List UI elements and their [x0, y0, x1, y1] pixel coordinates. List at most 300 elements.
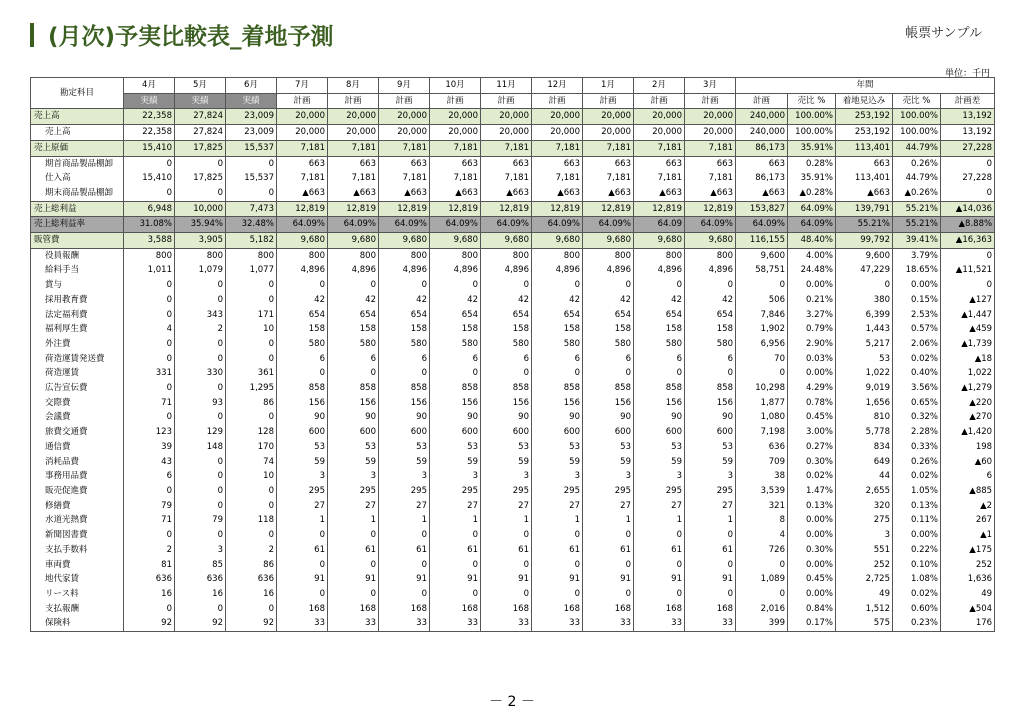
table-cell: 0 [124, 528, 175, 543]
table-cell: 0 [685, 366, 736, 381]
row-label: 期末商品製品棚卸 [31, 186, 124, 201]
table-row [31, 528, 995, 543]
table-cell: 13,192 [941, 125, 995, 141]
table-cell: 90 [634, 410, 685, 425]
row-label: 水道光熱費 [31, 513, 124, 528]
table-cell: 198 [941, 440, 995, 455]
table-cell: 0 [430, 528, 481, 543]
table-cell: 64.09% [532, 217, 583, 233]
table-cell: 42 [481, 293, 532, 308]
table-cell: ▲1,739 [941, 337, 995, 352]
table-cell: 0 [277, 528, 328, 543]
table-cell: 92 [226, 616, 277, 631]
table-row [31, 337, 995, 352]
table-cell: 15,537 [226, 140, 277, 156]
table-cell: 100.00% [788, 109, 836, 125]
table-cell: 47,229 [836, 263, 893, 278]
row-label: 会議費 [31, 410, 124, 425]
table-cell: 12,819 [379, 201, 430, 217]
table-cell: 253,192 [836, 125, 893, 141]
table-row [31, 140, 995, 156]
table-cell: 64.09% [788, 217, 836, 233]
table-cell: 9,680 [685, 233, 736, 249]
table-cell: ▲663 [379, 186, 430, 201]
table-row [31, 513, 995, 528]
table-cell: 0 [836, 278, 893, 293]
row-label: 事務用品費 [31, 469, 124, 484]
table-cell: 35.94% [175, 217, 226, 233]
table-cell: 27 [379, 499, 430, 514]
table-cell: 0.32% [893, 410, 941, 425]
table-cell: 7,181 [430, 140, 481, 156]
table-cell: 6 [685, 352, 736, 367]
table-cell: 1 [685, 513, 736, 528]
table-row [31, 109, 995, 125]
table-cell: 53 [277, 440, 328, 455]
table-cell: 0.11% [893, 513, 941, 528]
table-cell: 0.00% [788, 587, 836, 602]
table-cell: 0 [481, 528, 532, 543]
table-cell: ▲663 [532, 186, 583, 201]
table-cell: 53 [481, 440, 532, 455]
table-cell: 27 [532, 499, 583, 514]
table-cell: 1,656 [836, 396, 893, 411]
table-cell: 42 [532, 293, 583, 308]
table-cell: 59 [277, 455, 328, 470]
table-cell: 0 [226, 602, 277, 617]
table-cell: 12,819 [532, 201, 583, 217]
table-cell: 3,539 [736, 484, 788, 499]
table-cell: 100.00% [788, 125, 836, 141]
table-cell: ▲1,447 [941, 308, 995, 323]
table-cell: 64.09% [481, 217, 532, 233]
table-cell: 0 [634, 366, 685, 381]
table-cell: 35.91% [788, 171, 836, 186]
table-cell: 0.45% [788, 410, 836, 425]
table-row [31, 352, 995, 367]
table-cell: 0.22% [893, 543, 941, 558]
table-cell: 0 [379, 366, 430, 381]
table-cell: 22,358 [124, 109, 175, 125]
row-label: 法定福利費 [31, 308, 124, 323]
table-cell: 295 [379, 484, 430, 499]
table-cell: 2,016 [736, 602, 788, 617]
table-cell: 0.02% [893, 469, 941, 484]
table-cell: 168 [583, 602, 634, 617]
table-cell: 7,473 [226, 201, 277, 217]
table-cell: 20,000 [379, 109, 430, 125]
table-cell: 3 [430, 469, 481, 484]
table-cell: 20,000 [481, 109, 532, 125]
table-cell: 0.00% [788, 528, 836, 543]
table-row [31, 425, 995, 440]
table-cell: ▲885 [941, 484, 995, 499]
table-cell: 33 [379, 616, 430, 631]
row-label: 期首商品製品棚卸 [31, 156, 124, 171]
header-month: 5月 [175, 78, 226, 94]
table-cell: 3.56% [893, 381, 941, 396]
table-cell: 27,824 [175, 109, 226, 125]
table-cell: 42 [634, 293, 685, 308]
table-cell: 2.90% [788, 337, 836, 352]
table-cell: 654 [685, 308, 736, 323]
table-cell: 0 [379, 278, 430, 293]
table-cell: 1,079 [175, 263, 226, 278]
table-cell: 0 [175, 484, 226, 499]
table-cell: 158 [430, 322, 481, 337]
table-cell: 0 [124, 337, 175, 352]
table-cell: 380 [836, 293, 893, 308]
table-cell: ▲663 [481, 186, 532, 201]
table-cell: 3.00% [788, 425, 836, 440]
table-cell: 22,358 [124, 125, 175, 141]
table-cell: 0 [175, 410, 226, 425]
table-cell: 168 [430, 602, 481, 617]
header-type-plan: 計画 [430, 93, 481, 109]
table-cell: 0.30% [788, 543, 836, 558]
table-cell: 1,022 [941, 366, 995, 381]
table-cell: 27 [583, 499, 634, 514]
table-cell: 128 [226, 425, 277, 440]
table-cell: ▲8.88% [941, 217, 995, 233]
table-cell: 7,181 [532, 171, 583, 186]
table-cell: 158 [328, 322, 379, 337]
table-cell: 3 [634, 469, 685, 484]
table-cell: 3 [836, 528, 893, 543]
table-cell: 1,089 [736, 572, 788, 587]
table-cell: 295 [685, 484, 736, 499]
table-cell: 0.00% [788, 278, 836, 293]
table-cell: 0.13% [893, 499, 941, 514]
table-cell: 275 [836, 513, 893, 528]
table-cell: 10,000 [175, 201, 226, 217]
header-type-actual: 実績 [124, 93, 175, 109]
row-label: 消耗品費 [31, 455, 124, 470]
header-annual-plan: 計画 [736, 93, 788, 109]
table-cell: 1.08% [893, 572, 941, 587]
table-cell: 32.48% [226, 217, 277, 233]
row-label: 売上高 [31, 109, 124, 125]
header-type-actual: 実績 [226, 93, 277, 109]
table-row [31, 572, 995, 587]
table-cell: 7,181 [277, 140, 328, 156]
table-cell: 295 [430, 484, 481, 499]
table-cell: 42 [685, 293, 736, 308]
table-cell: 20,000 [328, 125, 379, 141]
row-label: 売上高 [31, 125, 124, 141]
header-annual-plan-ratio: 売比 % [788, 93, 836, 109]
table-cell: 158 [583, 322, 634, 337]
table-cell: 7,181 [481, 171, 532, 186]
table-cell: 86 [226, 396, 277, 411]
row-label: 荷造運賃 [31, 366, 124, 381]
table-cell: 810 [836, 410, 893, 425]
table-cell: 0.79% [788, 322, 836, 337]
header-type-plan: 計画 [328, 93, 379, 109]
table-cell: 663 [328, 156, 379, 171]
table-cell: 0 [532, 587, 583, 602]
table-cell: 81 [124, 558, 175, 573]
table-cell: 9,680 [532, 233, 583, 249]
table-cell: 8 [736, 513, 788, 528]
table-cell: 23,009 [226, 125, 277, 141]
table-cell: 1,636 [941, 572, 995, 587]
table-cell: 0 [124, 308, 175, 323]
table-cell: 636 [226, 572, 277, 587]
table-cell: 1 [379, 513, 430, 528]
table-cell: 55.21% [893, 217, 941, 233]
table-cell: 91 [379, 572, 430, 587]
table-cell: 10,298 [736, 381, 788, 396]
table-cell: 18.65% [893, 263, 941, 278]
table-cell: 654 [532, 308, 583, 323]
table-cell: 156 [532, 396, 583, 411]
table-cell: 654 [277, 308, 328, 323]
table-cell: 1,022 [836, 366, 893, 381]
table-cell: 139,791 [836, 201, 893, 217]
table-cell: 158 [379, 322, 430, 337]
table-cell: 0 [175, 156, 226, 171]
table-cell: 0 [634, 278, 685, 293]
table-cell: 5,778 [836, 425, 893, 440]
table-cell: 9,680 [379, 233, 430, 249]
table-cell: 600 [685, 425, 736, 440]
table-cell: 0.00% [788, 513, 836, 528]
table-cell: 295 [328, 484, 379, 499]
table-cell: 0 [430, 558, 481, 573]
table-cell: 0 [328, 587, 379, 602]
table-row [31, 543, 995, 558]
table-cell: 20,000 [379, 125, 430, 141]
table-cell: ▲18 [941, 352, 995, 367]
table-cell: 0.26% [893, 455, 941, 470]
table-cell: 64.09% [736, 217, 788, 233]
table-row [31, 293, 995, 308]
table-cell: 42 [430, 293, 481, 308]
header-month: 1月 [583, 78, 634, 94]
table-cell: 6 [277, 352, 328, 367]
row-label: 通信費 [31, 440, 124, 455]
table-cell: 3 [277, 469, 328, 484]
table-row [31, 455, 995, 470]
table-cell: 800 [124, 248, 175, 263]
table-cell: 1,080 [736, 410, 788, 425]
table-cell: 6,948 [124, 201, 175, 217]
table-cell: 0.65% [893, 396, 941, 411]
header-month: 8月 [328, 78, 379, 94]
table-cell: 800 [328, 248, 379, 263]
table-cell: 148 [175, 440, 226, 455]
table-cell: 858 [481, 381, 532, 396]
table-cell: ▲504 [941, 602, 995, 617]
table-cell: 90 [532, 410, 583, 425]
table-cell: 64.09% [328, 217, 379, 233]
table-cell: 176 [941, 616, 995, 631]
page-title: (月次)予実比較表_着地予測 [48, 24, 334, 50]
table-cell: 64.09% [685, 217, 736, 233]
table-cell: 91 [634, 572, 685, 587]
table-cell: 0 [481, 558, 532, 573]
table-cell: 295 [532, 484, 583, 499]
table-cell: 71 [124, 513, 175, 528]
table-cell: 6 [124, 469, 175, 484]
table-cell: 53 [583, 440, 634, 455]
table-cell: 0 [583, 587, 634, 602]
table-cell: ▲1,420 [941, 425, 995, 440]
table-cell: ▲16,363 [941, 233, 995, 249]
table-cell: 800 [481, 248, 532, 263]
table-cell: 0 [481, 278, 532, 293]
table-cell: 16 [226, 587, 277, 602]
table-cell: 90 [379, 410, 430, 425]
table-cell: 7,181 [481, 140, 532, 156]
table-cell: 0 [124, 484, 175, 499]
table-cell: 53 [328, 440, 379, 455]
table-cell: 0.00% [788, 558, 836, 573]
table-cell: 123 [124, 425, 175, 440]
table-row [31, 156, 995, 171]
table-row [31, 381, 995, 396]
table-cell: 600 [481, 425, 532, 440]
table-row [31, 469, 995, 484]
table-cell: 9,680 [583, 233, 634, 249]
table-cell: 53 [836, 352, 893, 367]
table-cell: 20,000 [277, 109, 328, 125]
table-cell: 20,000 [328, 109, 379, 125]
table-cell: 9,680 [328, 233, 379, 249]
table-cell: 0.17% [788, 616, 836, 631]
table-cell: 3 [532, 469, 583, 484]
table-cell: 74 [226, 455, 277, 470]
table-row [31, 616, 995, 631]
table-cell: 3 [379, 469, 430, 484]
table-cell: 91 [685, 572, 736, 587]
table-row [31, 278, 995, 293]
table-cell: 61 [277, 543, 328, 558]
row-label: 旅費交通費 [31, 425, 124, 440]
row-label: 車両費 [31, 558, 124, 573]
table-cell: 53 [634, 440, 685, 455]
table-cell: 0 [277, 366, 328, 381]
table-cell: 27 [481, 499, 532, 514]
table-cell: 42 [328, 293, 379, 308]
table-cell: 0 [328, 558, 379, 573]
table-cell: 42 [583, 293, 634, 308]
table-cell: 0.78% [788, 396, 836, 411]
header-month: 10月 [430, 78, 481, 94]
table-row [31, 171, 995, 186]
table-cell: ▲663 [277, 186, 328, 201]
table-cell: 9,680 [277, 233, 328, 249]
table-cell: 42 [277, 293, 328, 308]
table-cell: 116,155 [736, 233, 788, 249]
row-label: 修繕費 [31, 499, 124, 514]
table-cell: 59 [532, 455, 583, 470]
table-cell: 15,410 [124, 171, 175, 186]
table-cell: 858 [328, 381, 379, 396]
table-cell: 663 [685, 156, 736, 171]
table-cell: 580 [481, 337, 532, 352]
table-cell: 27,824 [175, 125, 226, 141]
header-month: 11月 [481, 78, 532, 94]
table-cell: 59 [328, 455, 379, 470]
table-cell: 0 [736, 587, 788, 602]
table-cell: ▲1 [941, 528, 995, 543]
table-cell: 2.06% [893, 337, 941, 352]
table-cell: ▲11,521 [941, 263, 995, 278]
table-cell: 33 [481, 616, 532, 631]
table-body [31, 109, 995, 632]
table-cell: 575 [836, 616, 893, 631]
table-cell: 0 [226, 484, 277, 499]
table-cell: 4.00% [788, 248, 836, 263]
table-cell: 1.05% [893, 484, 941, 499]
table-cell: 2 [226, 543, 277, 558]
budget-actual-table [30, 77, 995, 632]
table-cell: ▲220 [941, 396, 995, 411]
table-cell: ▲663 [736, 186, 788, 201]
header-row-types [31, 93, 995, 109]
header-month: 7月 [277, 78, 328, 94]
table-cell: 4,896 [430, 263, 481, 278]
table-cell: 0 [634, 558, 685, 573]
table-cell: 0 [481, 587, 532, 602]
table-cell: 0 [175, 528, 226, 543]
table-cell: 10 [226, 322, 277, 337]
table-cell: ▲0.28% [788, 186, 836, 201]
row-label: 販売促進費 [31, 484, 124, 499]
table-cell: 39 [124, 440, 175, 455]
table-cell: 79 [124, 499, 175, 514]
table-cell: 90 [685, 410, 736, 425]
table-cell: 64.09% [277, 217, 328, 233]
table-cell: 17,825 [175, 171, 226, 186]
row-label: 福利厚生費 [31, 322, 124, 337]
table-cell: 0.26% [893, 156, 941, 171]
table-cell: 168 [634, 602, 685, 617]
table-cell: 0 [124, 410, 175, 425]
table-cell: 2,655 [836, 484, 893, 499]
row-label: 販管費 [31, 233, 124, 249]
table-cell: 0 [736, 366, 788, 381]
table-cell: 0.40% [893, 366, 941, 381]
table-cell: 38 [736, 469, 788, 484]
table-cell: 27,228 [941, 171, 995, 186]
table-cell: 55.21% [893, 201, 941, 217]
table-cell: 156 [430, 396, 481, 411]
table-cell: 0 [685, 528, 736, 543]
table-cell: 17,825 [175, 140, 226, 156]
table-cell: 9,019 [836, 381, 893, 396]
table-cell: 20,000 [583, 125, 634, 141]
table-row [31, 396, 995, 411]
table-row [31, 201, 995, 217]
table-cell: 0 [226, 293, 277, 308]
table-cell: 320 [836, 499, 893, 514]
table-cell: 649 [836, 455, 893, 470]
table-cell: 86,173 [736, 140, 788, 156]
row-label: リース料 [31, 587, 124, 602]
table-cell: 171 [226, 308, 277, 323]
table-cell: 7,181 [583, 140, 634, 156]
table-cell: 12,819 [277, 201, 328, 217]
table-cell: 91 [430, 572, 481, 587]
table-cell: 20,000 [277, 125, 328, 141]
table-cell: 2 [124, 543, 175, 558]
table-cell: 64.09% [430, 217, 481, 233]
table-cell: 33 [532, 616, 583, 631]
table-cell: 3 [583, 469, 634, 484]
